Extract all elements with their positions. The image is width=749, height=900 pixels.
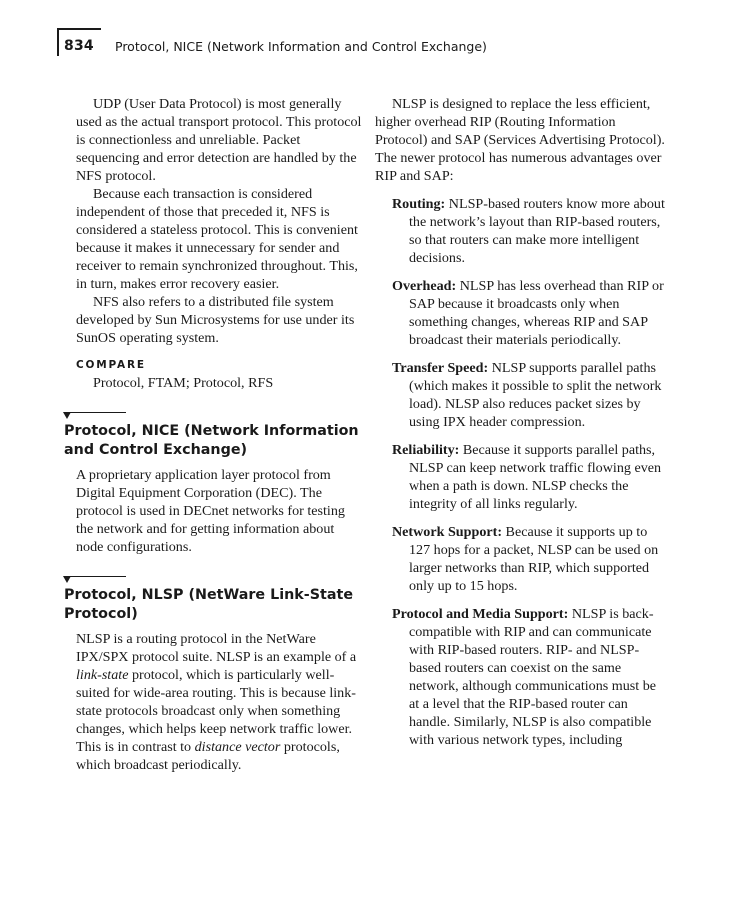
entry-nice bbox=[64, 410, 362, 556]
term-distance-vector: distance vector bbox=[194, 739, 281, 755]
advantage-item bbox=[375, 277, 665, 349]
advantage-term: Routing: bbox=[392, 196, 446, 212]
entry-title-nice: Protocol, NICE (Network Information and Control Exchange) bbox=[64, 423, 359, 458]
advantage-item bbox=[375, 359, 665, 431]
nlsp-body-part-2: protocol, which is particularly well-suited for wide-area routing. This is because link-state protocols broadcast only when something changes, which helps keep network traffic lower. This is in contrast to bbox=[76, 667, 356, 755]
term-link-state: link-state bbox=[76, 667, 129, 683]
page-header bbox=[57, 28, 717, 58]
left-column bbox=[64, 95, 362, 774]
nlsp-body-part-3: protocols, which broadcast periodically. bbox=[76, 739, 340, 773]
advantage-term: Overhead: bbox=[392, 278, 457, 294]
advantage-term: Reliability: bbox=[392, 442, 460, 458]
page-number: 834 bbox=[64, 38, 94, 54]
paragraph-distributed-fs: NFS also refers to a distributed file system developed by Sun Microsystems for use under its SunOS operating system. bbox=[76, 294, 355, 346]
advantage-term: Transfer Speed: bbox=[392, 360, 489, 376]
advantage-item bbox=[375, 441, 665, 513]
advantage-text: NLSP supports parallel paths (which makes it possible to split the network load). NLSP also reduces packet sizes by using IPX header compression. bbox=[409, 360, 662, 430]
advantage-item bbox=[375, 523, 665, 595]
advantage-text: Because it supports parallel paths, NLSP can keep network traffic flowing even when a path is down. NLSP checks the integrity of all links regularly. bbox=[409, 442, 662, 512]
running-title: Protocol, NICE (Network Information and Control Exchange) bbox=[115, 39, 487, 54]
entry-title-nlsp: Protocol, NLSP (NetWare Link-State Protocol) bbox=[64, 587, 354, 622]
nlsp-intro: NLSP is designed to replace the less efficient, higher overhead RIP (Routing Information Protocol) and SAP (Services Advertising Protocol). The newer protocol has numerous advantages over RIP and SAP: bbox=[375, 96, 665, 184]
marker-rule bbox=[64, 412, 126, 413]
advantage-text: NLSP-based routers know more about the network’s layout than RIP-based routers, so that routers can make more intelligent decisions. bbox=[409, 196, 665, 266]
advantage-term: Network Support: bbox=[392, 524, 503, 540]
entry-marker bbox=[64, 410, 362, 420]
compare-label: COMPARE bbox=[76, 359, 146, 371]
entry-nlsp bbox=[64, 574, 362, 774]
advantage-text: NLSP has less overhead than RIP or SAP because it broadcasts only when something changes, whereas RIP and SAP broadcast their materials periodically. bbox=[409, 278, 664, 348]
advantage-text: NLSP is back-compatible with RIP and can communicate with RIP-based routers. RIP- and NLSP-based routers can coexist on the same network, although communications must be at a level that the RIP-based router can handle. Similarly, NLSP is also compatible with various network types, including bbox=[409, 606, 656, 748]
header-rule-vertical bbox=[57, 28, 59, 56]
triangle-down-icon bbox=[63, 412, 71, 419]
entry-body-nlsp bbox=[76, 630, 362, 774]
nlsp-body-part-1: NLSP is a routing protocol in the NetWare IPX/SPX protocol suite. NLSP is an example of a bbox=[76, 631, 357, 665]
compare-references: Protocol, FTAM; Protocol, RFS bbox=[93, 375, 274, 391]
header-rule-horizontal bbox=[57, 28, 101, 30]
paragraph-udp: UDP (User Data Protocol) is most generally used as the actual transport protocol. This protocol is connectionless and unreliable. Packet sequencing and error detection are handled by the NFS protocol. bbox=[76, 96, 362, 184]
entry-body-nice: A proprietary application layer protocol from Digital Equipment Corporation (DEC). The protocol is used in DECnet networks for testing the network and for getting information about node configurations. bbox=[76, 467, 345, 555]
marker-rule bbox=[64, 576, 126, 577]
right-column bbox=[375, 95, 665, 749]
triangle-down-icon bbox=[63, 576, 71, 583]
advantage-text: Because it supports up to 127 hops for a packet, NLSP can be used on larger networks than RIP, which supported only up to 15 hops. bbox=[409, 524, 659, 594]
advantage-term: Protocol and Media Support: bbox=[392, 606, 569, 622]
advantage-item bbox=[375, 195, 665, 267]
entry-marker bbox=[64, 574, 362, 584]
advantage-item bbox=[375, 605, 665, 749]
paragraph-stateless: Because each transaction is considered independent of those that preceded it, NFS is considered a stateless protocol. This is convenient because it makes it unnecessary for sender and receiver to remain synchronized throughout. This, in turn, makes error recovery easier. bbox=[76, 186, 358, 292]
